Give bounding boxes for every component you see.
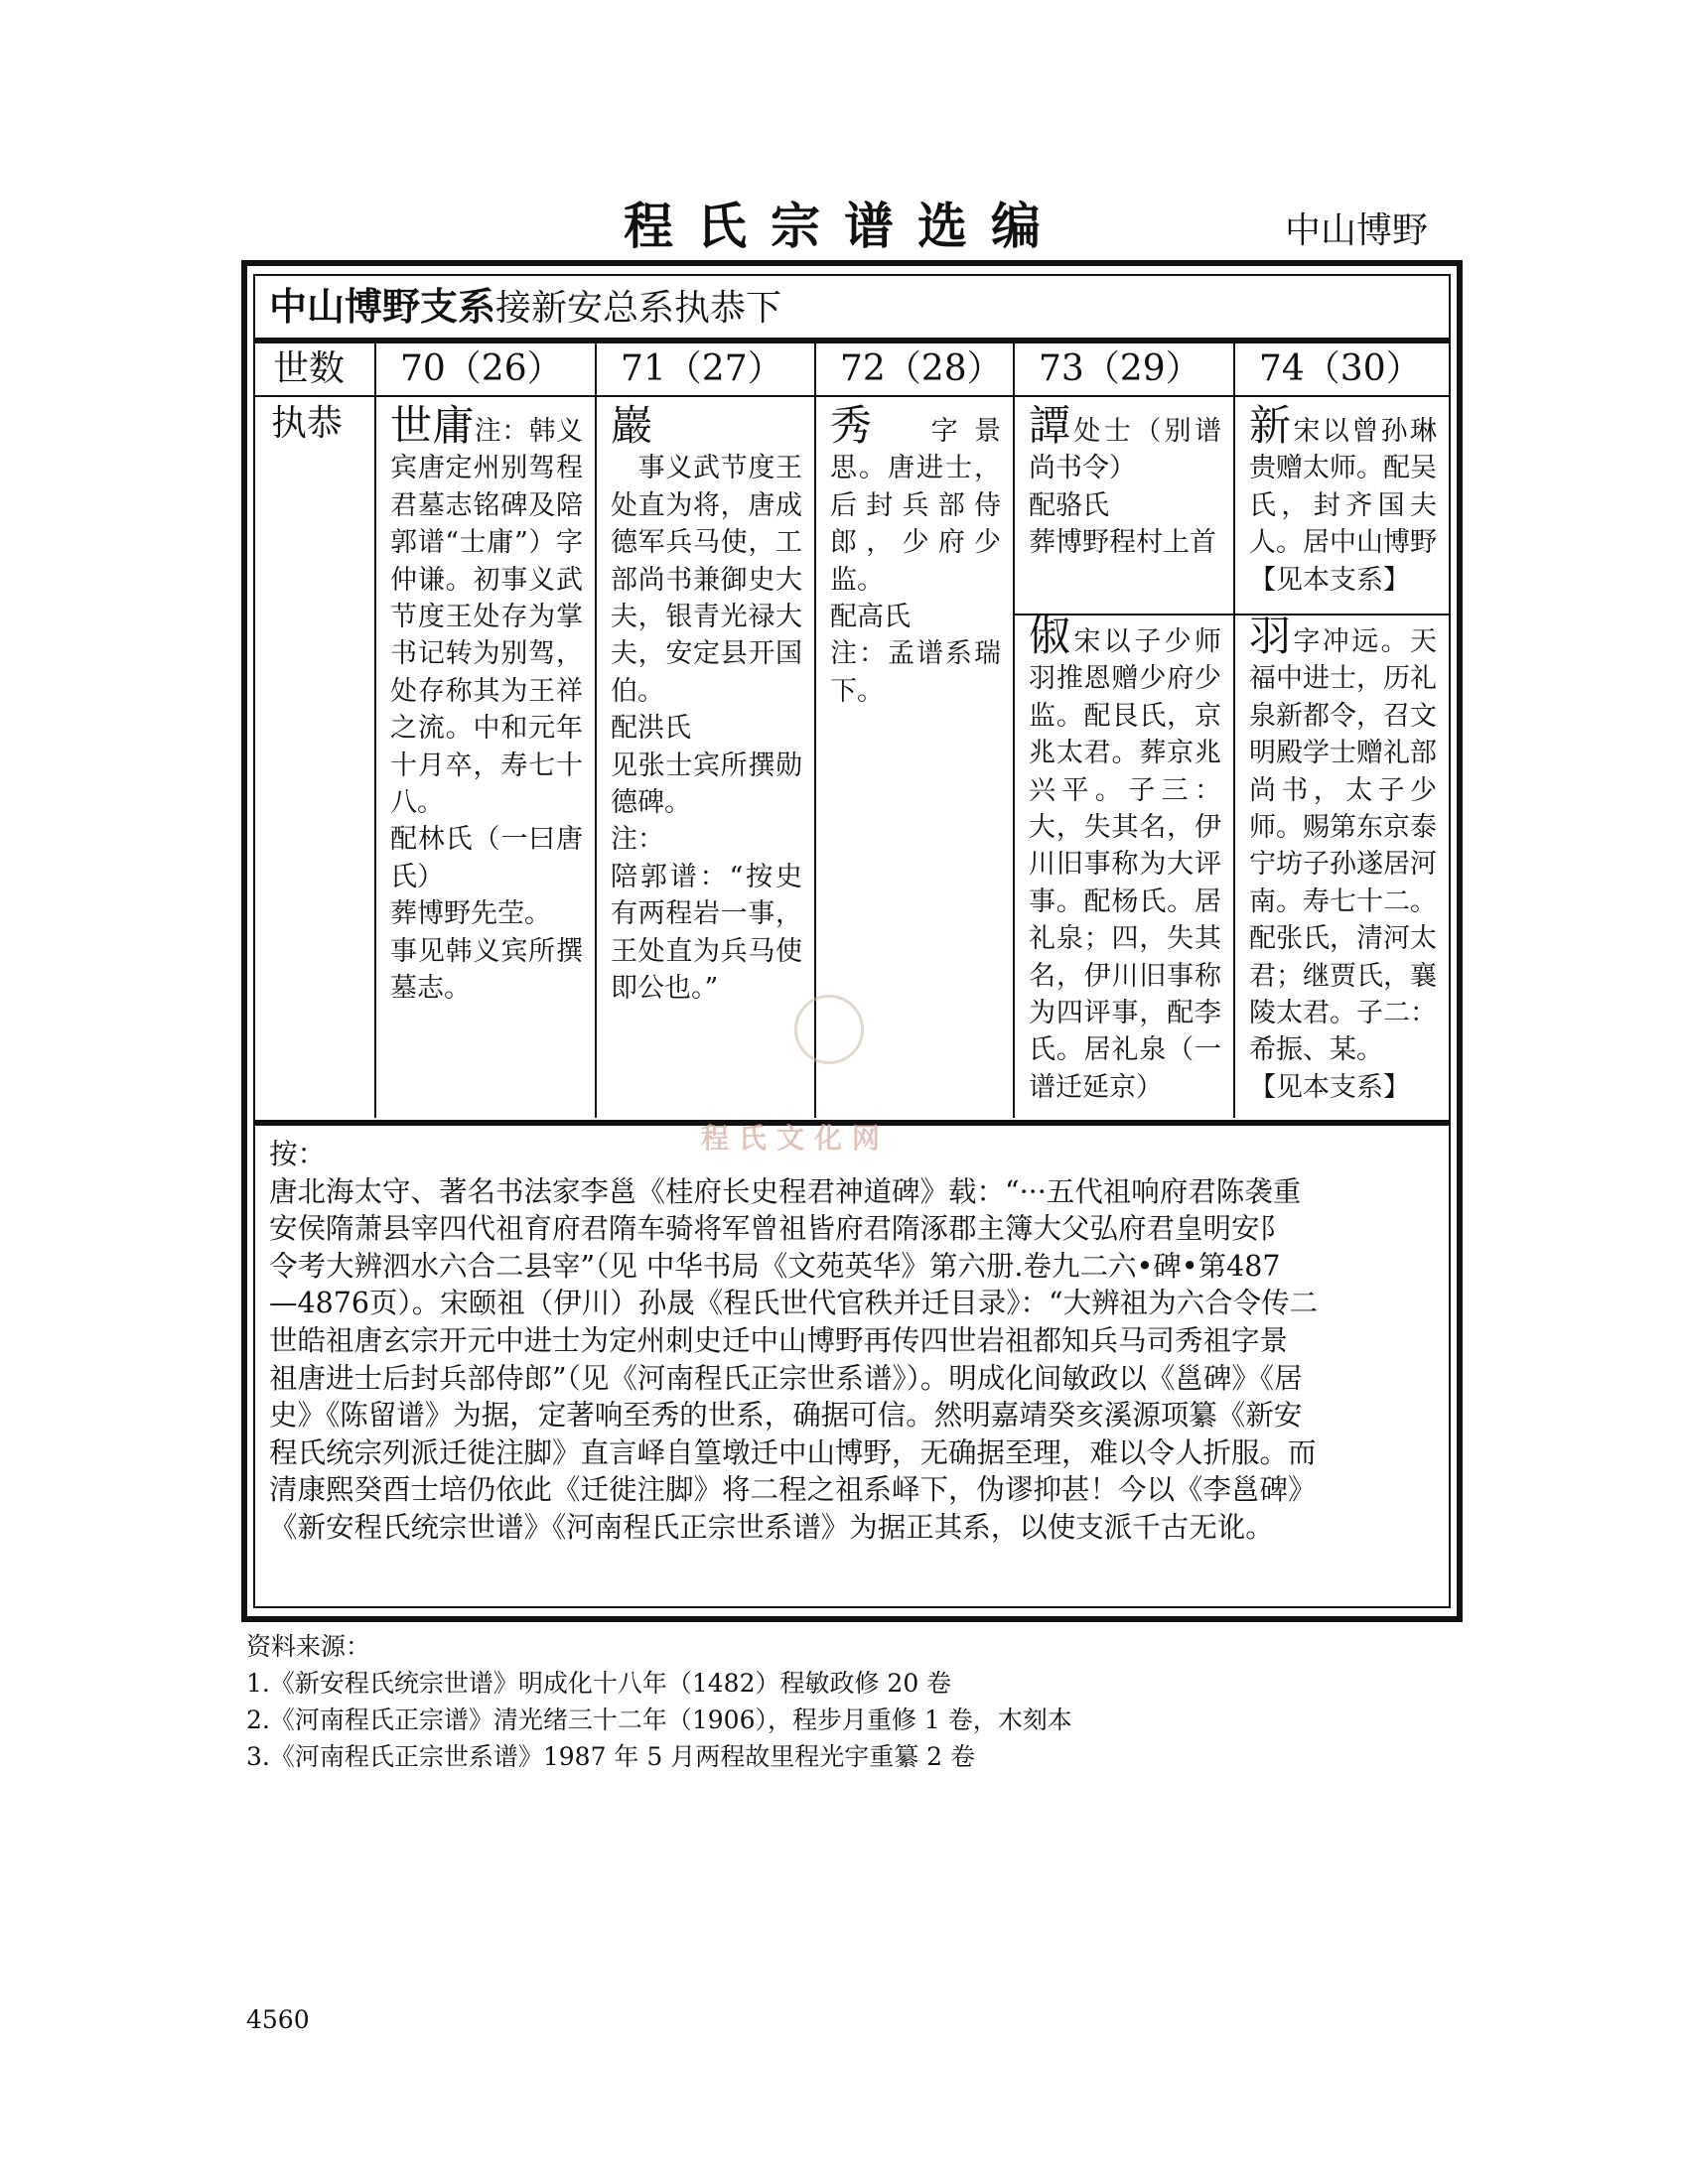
genealogy-inner-frame [253, 274, 1451, 1608]
person-name: 世庸 [390, 401, 475, 450]
source-item: 1.《新安程氏统宗世谱》明成化十八年（1482）程敏政修 20 卷 [246, 1669, 952, 1698]
notes-label: 按： [269, 1138, 327, 1170]
notes-line: 程氏统宗列派迁徙注脚》直言峄自篁墩迁中山博野，无确据至理，难以令人折服。而 [269, 1435, 1317, 1469]
generation-header: 72（28） [816, 343, 1013, 397]
generation-header: 73（29） [1015, 343, 1233, 397]
person-entry [597, 395, 814, 1118]
generation-header: 74（30） [1235, 343, 1449, 397]
branch-name: 中山博野支系 [269, 285, 496, 329]
generation-header: 70（26） [376, 343, 595, 397]
notes-line: 史》《陈留谱》为据，定著响至秀的世系，确据可信。然明嘉靖癸亥溪源项纂《新安 [269, 1399, 1303, 1433]
person-entry [1235, 606, 1449, 1118]
generation-table [255, 343, 1449, 1118]
notes-line: —4876页）。宋颐祖（伊川）孙晟《程氏世代官秩并迁目录》：“大辨祖为六合令传二 [269, 1287, 1319, 1320]
person-text: 宋以子少师羽推恩赠少府少监。配艮氏，京兆太君。葬京兆兴平。子三：大，失其名，伊川旧事称为大评事。配杨氏。居礼泉；四，失其名，伊川旧事称为四评事，配李氏。居礼泉（一谱迁延京） [1029, 626, 1221, 1103]
notes-line: 《新安程氏统宗世谱》《河南程氏正宗世系谱》为据正其系，以使支派千古无讹。 [269, 1510, 1274, 1544]
page-number: 4560 [246, 2005, 310, 2034]
watermark-seal-icon [794, 995, 864, 1064]
notes-line: 清康熙癸酉士培仍依此《迁徙注脚》将二程之祖系峄下，伪谬抑甚！今以《李邕碑》 [269, 1473, 1317, 1507]
notes-section [255, 1120, 1449, 1606]
notes-line: 令考大辨泗水六合二县宰”（见 中华书局《文苑英华》第六册.卷九二六•碑•第487 [269, 1249, 1281, 1283]
label-column [255, 343, 376, 1118]
generation-column-74 [1235, 343, 1449, 1118]
person-name: 巖 [611, 401, 653, 450]
generation-label-header: 世数 [255, 343, 374, 397]
person-text: 注：韩义宾唐定州别驾程君墓志铭碑及陪郭谱“士庸”）字仲谦。初事义武节度王处存为掌书记转为别驾，处存称其为王祥之流。中和元年十月卒，寿七十八。 配林氏（一曰唐氏） 葬博野先茔。 事见韩义宾所撰墓志。 [390, 416, 583, 1005]
notes-line: 祖唐进士后封兵部侍郎”（见《河南程氏正宗世系谱》）。明成化间敏政以《邕碑》《居 [269, 1361, 1303, 1395]
generation-column-70 [376, 343, 597, 1118]
row-label: 执恭 [271, 403, 344, 444]
source-item: 3.《河南程氏正宗世系谱》1987 年 5 月两程故里程光宇重纂 2 卷 [246, 1742, 976, 1771]
person-entry [376, 395, 595, 1118]
person-name: 秀 [830, 401, 889, 450]
person-name: 羽 [1249, 612, 1294, 660]
person-entry [1015, 395, 1233, 615]
source-item: 2.《河南程氏正宗谱》清光绪三十二年（1906），程步月重修 1 卷，木刻本 [246, 1706, 1072, 1734]
person-name: 俶 [1029, 612, 1074, 660]
person-name: 譚 [1029, 401, 1074, 450]
branch-note: 接新安总系执恭下 [495, 288, 782, 329]
person-text: 宋以曾孙琳贵赠太师。配吴氏，封齐国夫人。居中山博野 【见本支系】 [1249, 416, 1437, 596]
person-text: 处士（别谱尚书令） 配骆氏 葬博野程村上首 [1029, 416, 1221, 559]
notes-line: 安侯隋萧县宰四代祖育府君隋车骑将军曾祖皆府君隋涿郡主簿大父弘府君皇明安阝 [269, 1212, 1289, 1246]
branch-heading [255, 276, 1449, 343]
person-entry [1235, 395, 1449, 615]
genealogy-frame [241, 260, 1463, 1622]
notes-line: 唐北海太守、著名书法家李邕《桂府长史程君神道碑》载：“···五代祖响府君陈袭重 [269, 1174, 1302, 1208]
person-name: 新 [1249, 401, 1294, 450]
generation-header: 71（27） [597, 343, 814, 397]
notes-line: 世皓祖唐玄宗开元中进士为定州刺史迁中山博野再传四世岩祖都知兵马司秀祖字景 [269, 1323, 1289, 1357]
generation-column-71 [597, 343, 816, 1118]
sources-section [246, 1628, 1072, 1775]
sources-label: 资料来源： [246, 1632, 371, 1661]
person-entry [1015, 606, 1233, 1118]
person-text: 字景思。唐进士，后封兵部侍郎，少府少监。 配高氏 注：孟谱系瑞下。 [830, 416, 1001, 707]
person-text: 字冲远。天福中进士，历礼泉新都令，召文明殿学士赠礼部尚书，太子少师。赐第东京泰宁坊子孙遂居河南。寿七十二。配张氏，清河太君；继贾氏，襄陵太君。子二：希振、某。 【见本支系】 [1249, 626, 1437, 1103]
watermark-text: 程氏文化网 [701, 1122, 891, 1155]
page-title: 程氏宗谱选编 [624, 197, 1064, 255]
region-label: 中山博野 [1284, 210, 1428, 251]
generation-column-73 [1015, 343, 1235, 1118]
person-text: 事义武节度王处直为将，唐成德军兵马使，工部尚书兼御史大夫，银青光禄大夫，安定县开国伯。 配洪氏 见张士宾所撰勋德碑。 注： 陪郭谱：“按史有两程岩一事，王处直为兵马使即公也。” [611, 453, 802, 1005]
